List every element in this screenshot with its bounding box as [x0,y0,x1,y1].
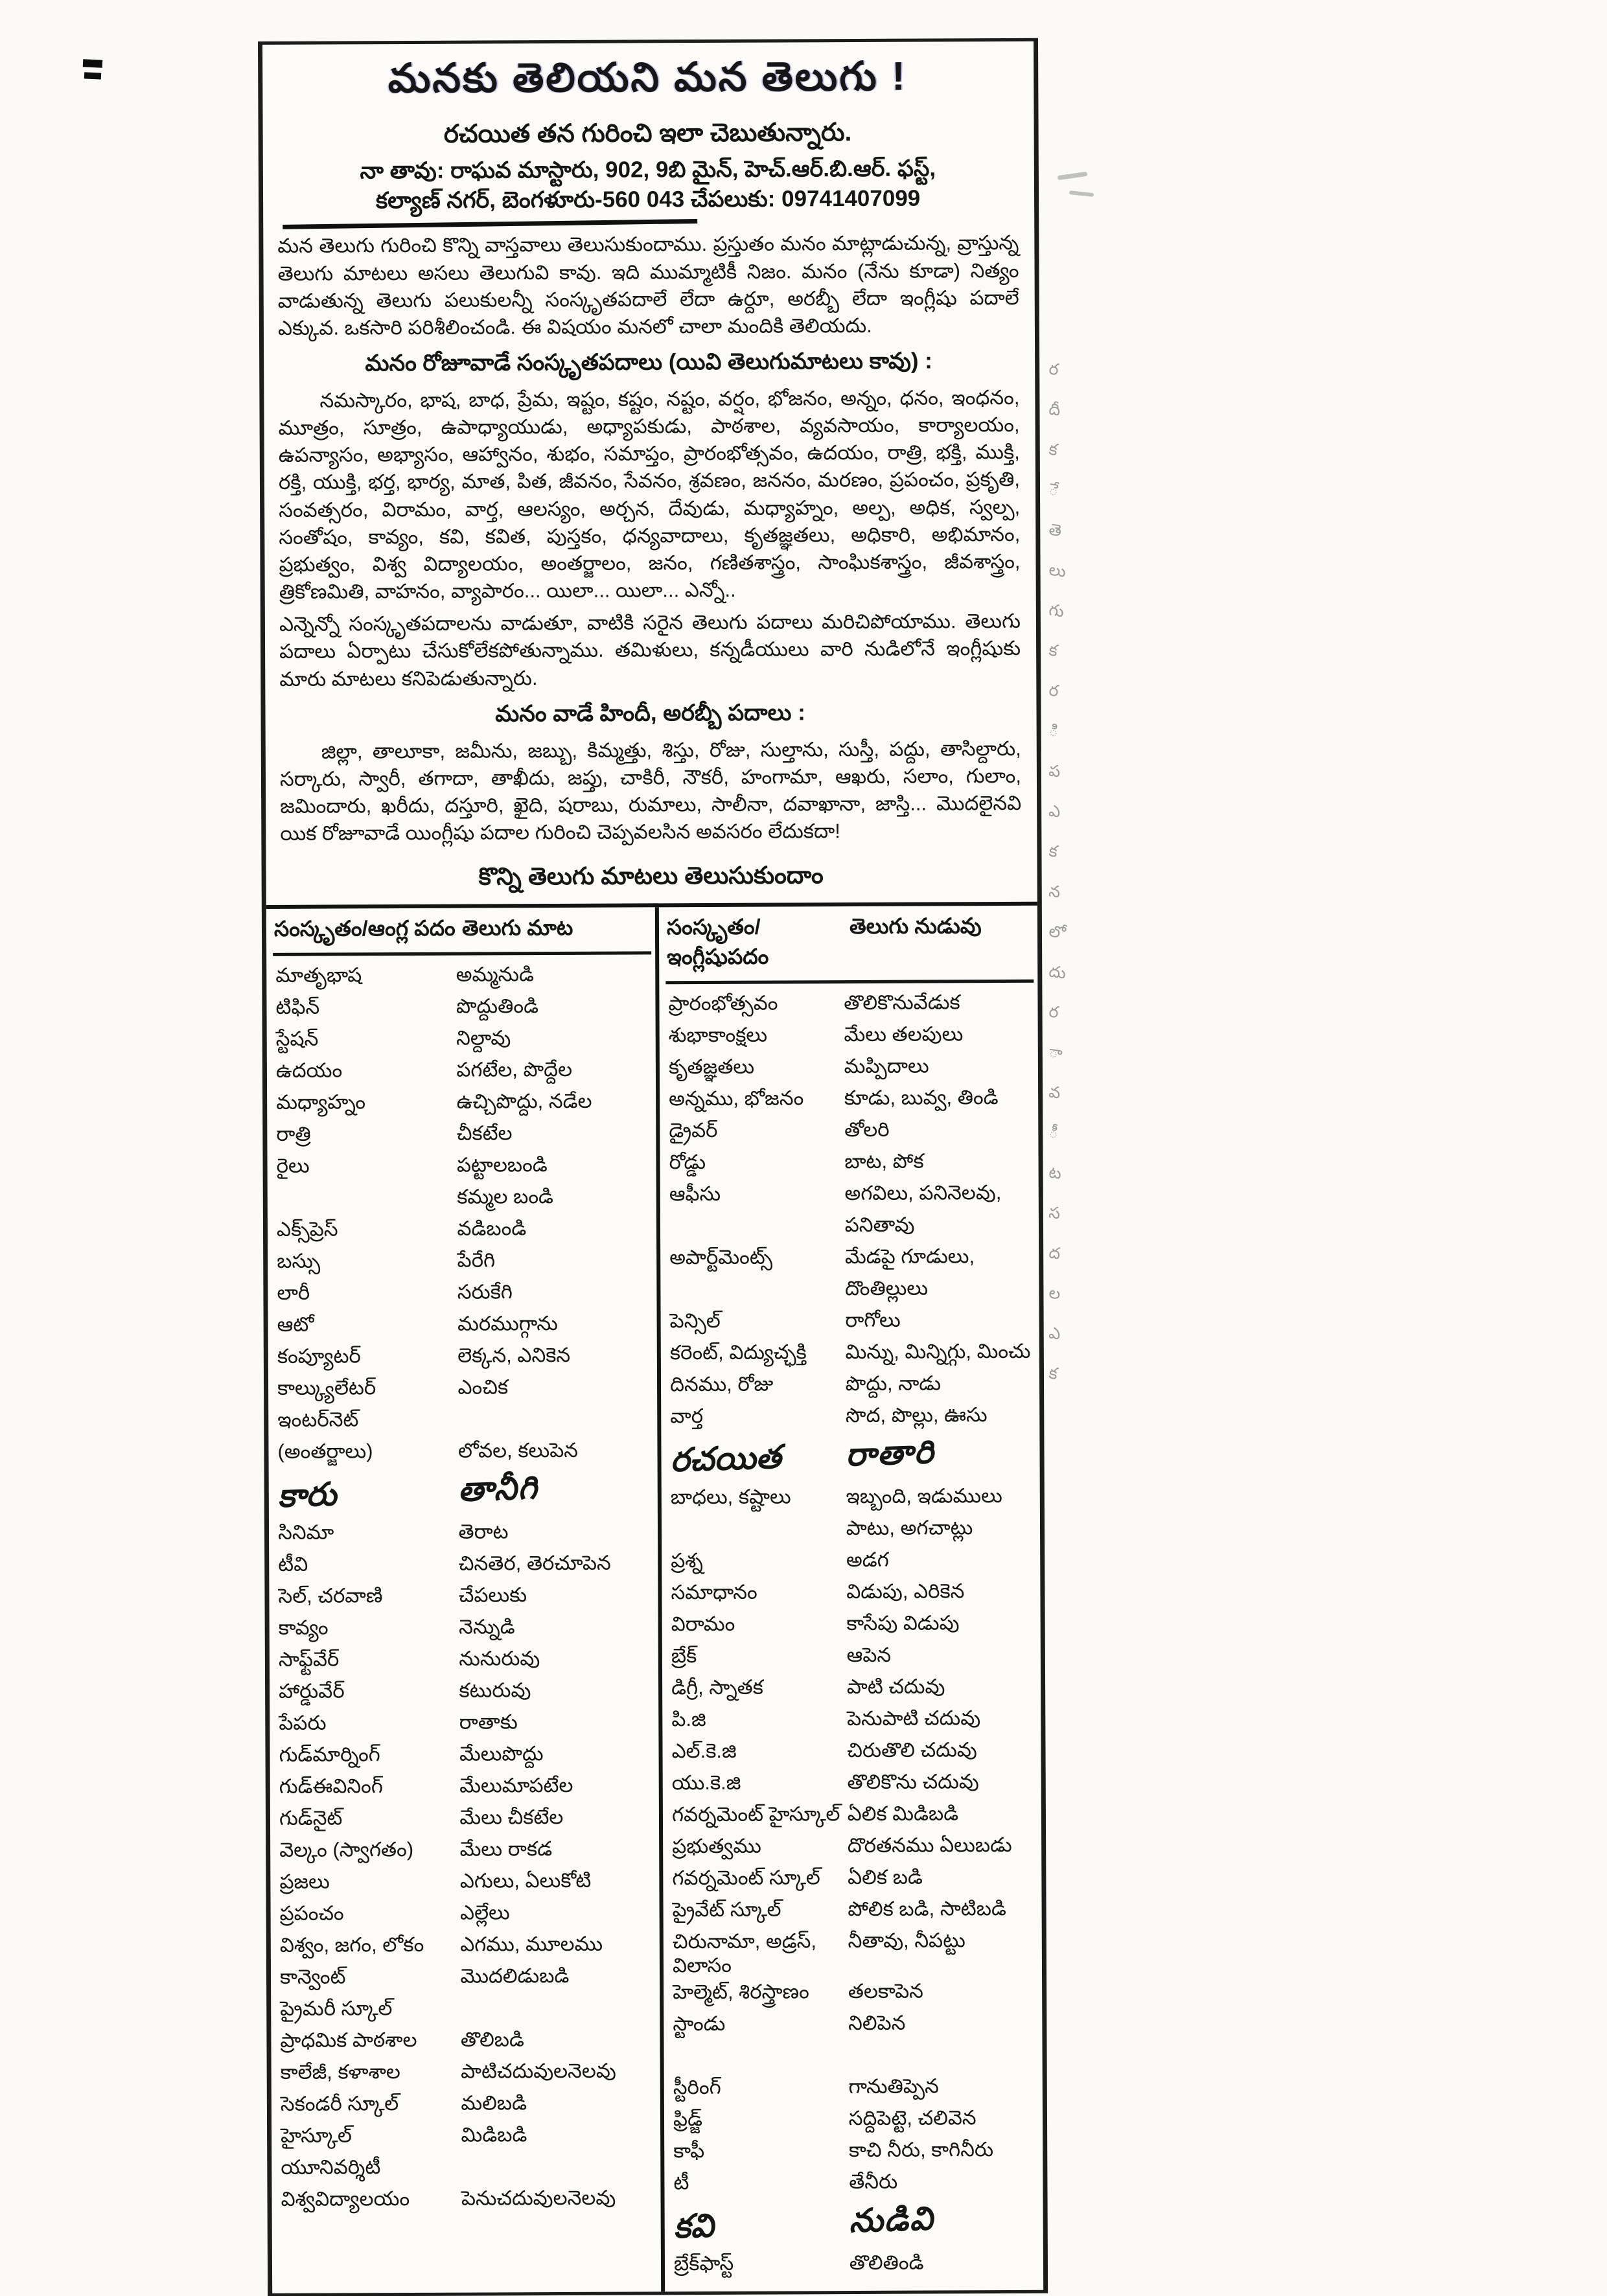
table-row [277,1836,655,1870]
source-word: సెల్, చరవాణి [278,1584,383,1608]
table-row [275,1374,653,1408]
source-word [670,2043,848,2044]
margin-note-glyph: ర [1047,360,1060,380]
telugu-word: మప్పిదాలు [844,1054,929,1078]
table-row [667,1429,1036,1489]
source-word: కావ్యం [278,1616,329,1640]
table-row [667,1275,1035,1308]
telugu-word: ఎగము, మూలము [460,1933,603,1957]
margin-note-glyph: లు [1047,560,1067,581]
source-word: కాల్క్యులేటర్ [277,1376,376,1400]
scan-smudge-right-top [1058,172,1088,180]
source-word: ప్రభుత్వము [672,1834,761,1858]
telugu-word: ఏలిక మిడిబడి [847,1802,959,1826]
table-row [273,1057,652,1090]
margin-note-glyph: గు [1047,601,1065,621]
telugu-word: చిరుతొలి చదువు [847,1738,977,1762]
source-word: అపార్ట్‌మెంట్స్ [669,1245,773,1269]
telugu-word: మిన్ను, మిన్నిగ్గు, మించు [845,1340,1031,1364]
source-word: ఇంటర్‌నెట్ [277,1408,359,1432]
telugu-word: మేలుమాపటేల [459,1774,573,1798]
telugu-word: దొరతనము ఏలుబడు [847,1833,1012,1857]
table-row [278,2153,656,2187]
table-row [276,1677,654,1711]
telugu-word: పెనుపాటి చదువు [846,1706,981,1730]
telugu-word: కూడు, బువ్వ, తిండి [844,1086,999,1110]
table-row [277,1900,656,1933]
telugu-word: అగవిలు, పనినెలవు, [844,1181,1002,1205]
source-word: వెల్కం (స్వాగతం) [279,1838,414,1862]
telugu-word: లోవల, కలుపెన [457,1439,579,1463]
telugu-word: పనితావు [844,1213,915,1237]
table-row [669,1832,1037,1865]
vocab-table [266,902,1043,2293]
telugu-word: రాతారి [845,1434,936,1473]
table-row [273,1088,652,1122]
telugu-word: నిల్దావు [456,1026,511,1050]
source-word: ప్రారంభోత్సవం [668,991,778,1015]
source-word: ఫ్రిడ్జ్ [673,2107,703,2130]
article-subtitle: రచయిత తన గురించి ఇలా చెబుతున్నారు. [443,119,852,148]
table-row [670,1977,1038,2010]
source-word: టీవి [278,1553,308,1576]
table-row [275,1464,654,1526]
source-word: కృతజ్ఞతలు [668,1055,755,1079]
margin-note-glyph: ి [1047,721,1060,741]
source-word: ఉదయం [275,1059,343,1083]
table-row [275,1550,654,1584]
source-word: (అంతర్జాలు) [277,1440,373,1464]
source-word: ఆటో [277,1313,314,1337]
table-row [667,1307,1035,1340]
telugu-word: విడుపు, ఎరికెన [846,1579,965,1603]
article-title: మనకు తెలియని మన తెలుగు ! [387,54,907,102]
table-row [668,1578,1036,1611]
table-row [273,993,651,1027]
source-word: గుడ్‌మార్నింగ్ [279,1743,380,1767]
telugu-word: చీకటేల [456,1121,513,1145]
telugu-word [848,2042,1038,2043]
table-row [665,989,1034,1022]
table-row [669,1769,1037,1802]
source-word: హార్డువేర్ [279,1679,345,1703]
table-row [274,1279,653,1313]
margin-note-glyph: ఎ [1047,1324,1062,1344]
table-row [276,1741,654,1774]
margin-note-glyph: తె [1047,520,1063,540]
telugu-word: కాచి నీరు, కాగినీరు [848,2137,994,2161]
margin-note-glyph: ద [1047,1243,1062,1263]
scan-mark-top-left-2 [84,72,101,79]
source-word: రైలు [276,1154,310,1178]
sanskrit-words-paragraph: నమస్కారం, భాష, బాధ, ప్రేమ, ఇష్టం, కష్టం, నష్టం, వర్షం, భోజనం, అన్నం, ధనం, ఇంధనం, మూత్రం, సూత్రం, ఉపాధ్యాయుడు, అధ్యాపకుడు, పాఠశాల, వ్యవసాయం, కార్యాలయం, ఉపన్యాసం, అభ్యాసం, ఆహ్వానం, శుభం, సమాప్తం, ప్రారంభోత్సవం, ఉదయం, రాత్రి, భక్తి, ముక్తి, రక్తి, యుక్తి, భర్త, భార్య, మాత, పిత, జీవనం, సేవనం, శ్రవణం, జననం, మరణం, ప్రపంచం, ప్రకృతి, సంవత్సరం, విరామం, వార్త, ఆలస్యం, అర్చన, దేవుడు, మధ్యాహ్నం, అల్ప, అధిక, స్వల్ప, సంతోషం, కావ్యం, కవి, కవిత, పుస్తకం, ధన్యవాదాలు, కృతజ్ఞతలు, అధికారి, అభిమానం, ప్రభుత్వం, విశ్వ విద్యాలయం, అంతర్జాలం, జనం, గణితశాస్త్రం, సాంఘికశాస్త్రం, జీవశాస్త్రం, త్రికోణమితి, వాహనం, వ్యాపారం... యిలా... యిలా... ఎన్నో.. [278,385,1021,603]
source-word: యు.కె.జి [671,1771,741,1795]
source-word: శుభాకాంక్షలు [668,1023,768,1047]
telugu-word: తలకాపెన [848,1979,923,2003]
table-row [277,1773,655,1806]
source-word: మాతృభాష [275,963,362,987]
table-row [277,1931,656,1965]
source-word: లారీ [277,1281,310,1305]
table-row [670,2009,1038,2042]
margin-note-glyph: క [1047,842,1059,861]
vocab-left-header [273,908,651,957]
margin-note-glyph: దీ [1047,400,1062,420]
table-row [275,1582,654,1616]
source-word: ఎక్స్‌ప్రెస్ [276,1217,338,1241]
table-row [669,1737,1037,1770]
source-word: హైస్కూల్ [281,2124,352,2148]
margin-note-glyph: ీ [1047,1123,1060,1143]
telugu-word: తొలికొను చదువు [847,1770,979,1794]
margin-note-glyph: దు [1047,962,1067,983]
source-word: స్టాండు [673,2012,726,2035]
table-row [274,1247,653,1281]
telugu-word: పాటిచదువులనెలవు [461,2059,616,2084]
margin-note-glyph: క [1047,1364,1059,1383]
margin-note-glyph: ర [1047,681,1060,701]
scan-smudge-right-top-2 [1069,190,1094,197]
margin-note-glyph: స [1047,1203,1062,1223]
source-word: డ్రైవర్ [669,1119,718,1142]
table-row [667,1180,1035,1213]
telugu-word: తానీగి [457,1469,539,1509]
source-word: పెన్సిల్ [669,1309,721,1333]
table-row [668,1483,1036,1516]
hindi-words-paragraph: జిల్లా, తాలూకా, జమీను, జబ్బు, కిమ్మత్తు, శిస్తు, రోజు, సుల్తాను, సుస్తీ, పద్దు, తాసిల్దారు, సర్కారు, స్వారీ, తగాదా, తాఖీదు, జప్తు, చాకిరీ, నౌకరీ, హంగామా, ఆఖరు, సలాం, గులాం, జమిందారు, ఖరీదు, దస్తూరి, ఖైది, షరాబు, రుమాలు, సాలీనా, దవాఖానా, జాస్తి... మొదలైనవి యిక రోజూవాడే యింగ్లీషు పదాల గురించి చెప్పవలసిన అవసరం లేదుకదా! [279,737,1022,845]
telugu-word: కటురువు [459,1679,531,1703]
source-word: బ్రేక్ [671,1644,697,1668]
table-row [276,1646,654,1679]
telugu-word: పాటి చదువు [846,1675,945,1699]
source-word: వార్త [670,1405,704,1428]
regret-paragraph: ఎన్నెన్నో సంస్కృతపదాలను వాడుతూ, వాటికి సరైన తెలుగు పదాలు మరిచిపోయాము. తెలుగు పదాలు ఏర్పాటు చేసుకోలేకపోతున్నాము. తమిళులు, కన్నడీయులు వారి నుడిలోనే ఇంగ్లీషుకు మారు మాటలు కనిపెడుతున్నారు. [279,610,1021,691]
table-row [273,961,651,995]
telugu-word: పాటు, అగచాట్లు [846,1516,973,1540]
source-word: టిఫిన్ [275,995,320,1019]
table-row [277,1963,656,1997]
telugu-word: రాగోలు [845,1309,901,1332]
source-word: సెకండరీ స్కూల్ [280,2092,399,2116]
source-word: దినము, రోజు [669,1372,774,1396]
table-row [276,1709,654,1743]
table-row [667,1211,1035,1245]
telugu-word: మేలు తలపులు [844,1022,964,1046]
table-row [669,1673,1037,1706]
table-row [668,1546,1036,1579]
source-word: గవర్నమెంట్ హైస్కూల్ [671,1802,840,1826]
margin-note-glyph: వ [1047,1083,1062,1103]
telugu-word: నెన్నుడి [459,1615,515,1639]
telugu-word: పొద్దు, నాడు [845,1372,942,1395]
source-word: కవి [673,2207,715,2245]
table-row [277,1804,655,1838]
source-word: సమాధానం [671,1581,757,1604]
telugu-word: గానుతిప్పెన [848,2074,939,2098]
telugu-word: మేలు రాకడ [459,1837,553,1861]
source-word: సినిమా [277,1521,334,1544]
source-word: కాలేజీ, కళాశాల [280,2060,400,2084]
telugu-word: మిడిబడి [461,2123,527,2147]
table-row [278,2185,656,2219]
table-row [671,2104,1039,2137]
telugu-word: తొలితిండి [849,2251,924,2274]
table-row [669,1800,1037,1833]
table-row [671,2194,1040,2255]
left-col2-header: తెలుగు మాట [461,915,573,940]
source-word: కాన్వెంట్ [279,1965,346,1989]
telugu-word: మేలుపొద్దు [459,1742,544,1766]
telugu-word: చేపలుకు [458,1583,527,1607]
source-word: బ్రేక్‌ఫాస్ట్ [673,2251,734,2275]
table-row [666,1148,1034,1181]
source-word: పేపరు [279,1711,327,1735]
table-row [277,1995,656,2028]
hindi-section-heading: మనం వాడే హిందీ, అరబ్బీ పదాలు : [495,700,805,727]
source-word: విశ్వం, జగం, లోకం [279,1933,424,1957]
sanskrit-section-heading: మనం రోజూవాడే సంస్కృతపదాలు (యివి తెలుగుమాటలు కావు) : [365,348,932,376]
vocab-right-header [665,906,1034,984]
source-word: టీ [673,2170,689,2194]
source-word: ప్రజలు [279,1870,330,1894]
telugu-word: ఆపెన [846,1644,892,1667]
table-row [669,1705,1037,1738]
margin-note-glyph: ల [1047,1283,1062,1303]
table-row [278,2058,656,2092]
table-row [671,2136,1039,2169]
source-word: యూనివర్శిటీ [281,2155,381,2179]
telugu-word: నుడివి [848,2199,935,2239]
telugu-word: అమ్మనుడి [456,963,535,987]
margin-note-glyph: ట [1047,1163,1063,1183]
source-word: చిరునామా, అడ్రస్, విలాసం [672,1929,817,1977]
source-word: స్టీరింగ్ [673,2075,721,2098]
margin-note-glyph: ే [1047,480,1060,500]
vocab-table-title: కొన్ని తెలుగు మాటలు తెలుసుకుందాం [478,862,824,890]
source-word: కారు [277,1476,337,1515]
telugu-word: నునురువు [459,1647,540,1671]
source-word: హెల్మెట్, శిరస్త్రాణం [673,1979,809,2003]
table-row [667,1243,1035,1276]
telugu-word: ఏలిక బడి [848,1865,923,1889]
table-row [273,1120,652,1154]
margin-note-glyph: ా [1047,1042,1064,1062]
source-word: కరెంట్, విద్యుచ్ఛక్తి [669,1340,807,1364]
margin-note-glyph: ప [1047,761,1062,781]
table-row [669,1610,1037,1643]
telugu-word: తొలికొనువేడుక [844,991,960,1015]
margin-note-glyph: ఎ [1047,801,1062,821]
telugu-word: చినతెర, తెరచూపెన [458,1551,611,1576]
margin-note-glyph: క [1047,440,1059,459]
source-word: కాఫీ [673,2139,705,2162]
telugu-word: రాతాకు [459,1710,518,1734]
right-col2-header: తెలుగు నుడువు [849,913,982,939]
source-word: బస్సు [277,1249,321,1273]
table-row [275,1311,653,1344]
table-row [666,1021,1034,1054]
table-row [277,1868,655,1901]
scan-mark-top-left [83,59,103,68]
table-row [666,1116,1034,1149]
margin-note-glyph: న [1047,882,1062,902]
source-word: ప్రైమరీ స్కూల్ [280,1997,393,2021]
source-word [667,1213,845,1214]
source-word: రాత్రి [276,1123,311,1146]
telugu-word: పగటేల, పొద్దేల [456,1058,573,1082]
table-row [667,1370,1035,1403]
source-word: గవర్నమెంట్ స్కూల్ [672,1866,820,1890]
telugu-word: పేరేగి [457,1248,496,1272]
right-col1-header: సంస్కృతం/ ఇంగ్లీషుపదం [666,914,769,969]
source-word: ఎల్.కె.జి [671,1739,737,1763]
table-row [666,1085,1034,1118]
source-word: ప్రపంచం [279,1901,344,1925]
telugu-word: ఎంచిక [457,1375,509,1399]
source-word: గుడ్‌ఈవినింగ్ [279,1774,383,1798]
telugu-word: మొదలిడుబడి [460,1964,570,1988]
source-word: గుడ్‌నైట్ [279,1806,343,1830]
telugu-word: తెరాట [458,1520,509,1544]
telugu-word: బాట, పోక [844,1149,924,1173]
table-row [668,1515,1036,1548]
source-word: సాఫ్ట్‌వేర్ [278,1647,340,1671]
margin-handwritten-notes [1047,360,1094,1390]
margin-note-glyph: క [1047,641,1059,660]
telugu-word: కాసేపు విడుపు [846,1611,960,1635]
telugu-word: పొద్దుతిండి [456,994,539,1018]
table-row [667,1338,1035,1372]
table-row [670,1896,1038,1929]
telugu-word: సొద, పొల్లు, ఊసు [845,1403,988,1427]
telugu-word: ఎగులు, ఏలుకోటి [459,1869,592,1893]
telugu-word: పోలిక బడి, సాటిబడి [848,1897,1006,1921]
table-row [670,2041,1038,2074]
source-word: డిగ్రీ, స్నాతక [671,1675,764,1699]
table-row [669,1864,1037,1897]
source-word: ఆఫీసు [669,1182,721,1206]
address-underline-rule [283,219,697,229]
table-row [275,1519,654,1552]
table-row [275,1406,653,1440]
table-row [276,1614,654,1647]
source-word: విశ్వవిద్యాలయం [281,2187,410,2211]
telugu-word [461,1996,656,1997]
source-word: బాధలు, కష్టాలు [670,1485,791,1509]
telugu-word [458,1407,654,1408]
vocab-table-left-half [266,908,665,2293]
margin-note-glyph: ర [1047,1002,1060,1022]
telugu-word: తోలరి [844,1118,890,1142]
vocab-right-rows [665,983,1039,2282]
telugu-word: నిలిపెన [848,2011,906,2034]
table-row [666,1053,1034,1086]
telugu-word: ఇబ్బంది, ఇడుములు [846,1484,1002,1508]
source-word: ప్రైవేట్ స్కూల్ [672,1898,781,1922]
telugu-word: ఎల్లేలు [459,1901,510,1925]
table-row [277,2026,656,2060]
telugu-word: నీతావు, నీపట్టు [848,1929,965,1953]
telugu-word: సద్దిపెట్టె, చలివెన [848,2106,977,2130]
telugu-word: ఉచ్చిపొద్దు, నడేల [456,1090,592,1114]
telugu-word: అడగ [846,1548,889,1572]
telugu-word: కమ్మల బండి [457,1185,554,1209]
telugu-word: మేడపై గూడులు, [844,1245,975,1269]
left-col1-header: సంస్కృతం/ఆంగ్ల పదం [273,916,456,941]
source-word: మధ్యాహ్నం [276,1090,366,1114]
source-word: రోడ్డు [669,1151,706,1174]
telugu-word: పెనుచదువులనెలవు [461,2186,616,2210]
source-word: ప్రాధమిక పాఠశాల [280,2028,417,2052]
telugu-word: మలిబడి [461,2091,527,2115]
telugu-word: తేనీరు [849,2170,898,2193]
table-row [274,1215,653,1249]
source-word: విరామం [671,1613,735,1636]
table-row [274,1184,653,1217]
telugu-word: తొలిబడి [460,2028,525,2052]
author-address-line1: నా తావు: రాఘవ మాస్టారు, 902, 9బి మైన్, హెచ్.ఆర్.బి.ఆర్. ఫస్ట్, [360,155,936,184]
vocab-table-right-half [659,906,1043,2291]
telugu-word: లెక్కన, ఎనికెన [457,1344,571,1368]
margin-note-glyph: లో [1047,922,1067,943]
telugu-word: మేలు చీకటేల [459,1806,564,1830]
telugu-word: పట్టాలబండి [456,1153,548,1177]
intro-paragraph: మన తెలుగు గురించి కొన్ని వాస్తవాలు తెలుసుకుందాము. ప్రస్తుతం మనం మాట్లాడుచున్న, వ్రాస్తున్న తెలుగు మాటలు అసలు తెలుగువి కావు. ఇది ముమ్మాటికీ నిజం. మనం (నేను కూడా) నిత్యం వాడుతున్న తెలుగు పలుకులన్నీ సంస్కృతపదాలే లేదా ఉర్దూ, అరబ్బీ లేదా ఇంగ్లీషు పదాలే ఎక్కువ. ఒకసారి పరిశీలించండి. ఈ విషయం మనలో చాలా మందికి తెలియదు. [277,231,1019,339]
source-word: ప్రశ్న [671,1549,703,1572]
telugu-word: వడిబండి [457,1217,527,1241]
table-row [669,1642,1037,1675]
telugu-word: దొంతిల్లులు [845,1276,929,1300]
source-word: రచయిత [669,1438,782,1479]
article-scan [258,38,1048,2296]
table-row [273,1025,652,1059]
source-word: పి.జి [671,1708,706,1731]
telugu-word: సరుకేగి [457,1280,513,1304]
table-row [273,1152,652,1186]
table-row [278,2090,656,2124]
source-word: స్టేషన్ [275,1027,319,1051]
telugu-word: మరముగ్గాను [457,1312,558,1336]
source-word [667,1277,845,1278]
source-word: అన్నము, భోజనం [669,1086,804,1110]
table-row [278,2122,656,2155]
table-row [671,2072,1039,2106]
source-word: కంప్యూటర్ [277,1344,361,1368]
table-row [670,1927,1038,1979]
author-address-line2: కల్యాణ్ నగర్, బెంగళూరు-560 043 చేపలుకు: 09741407099 [375,185,921,214]
table-row [275,1342,653,1376]
vocab-left-rows [273,955,656,2219]
